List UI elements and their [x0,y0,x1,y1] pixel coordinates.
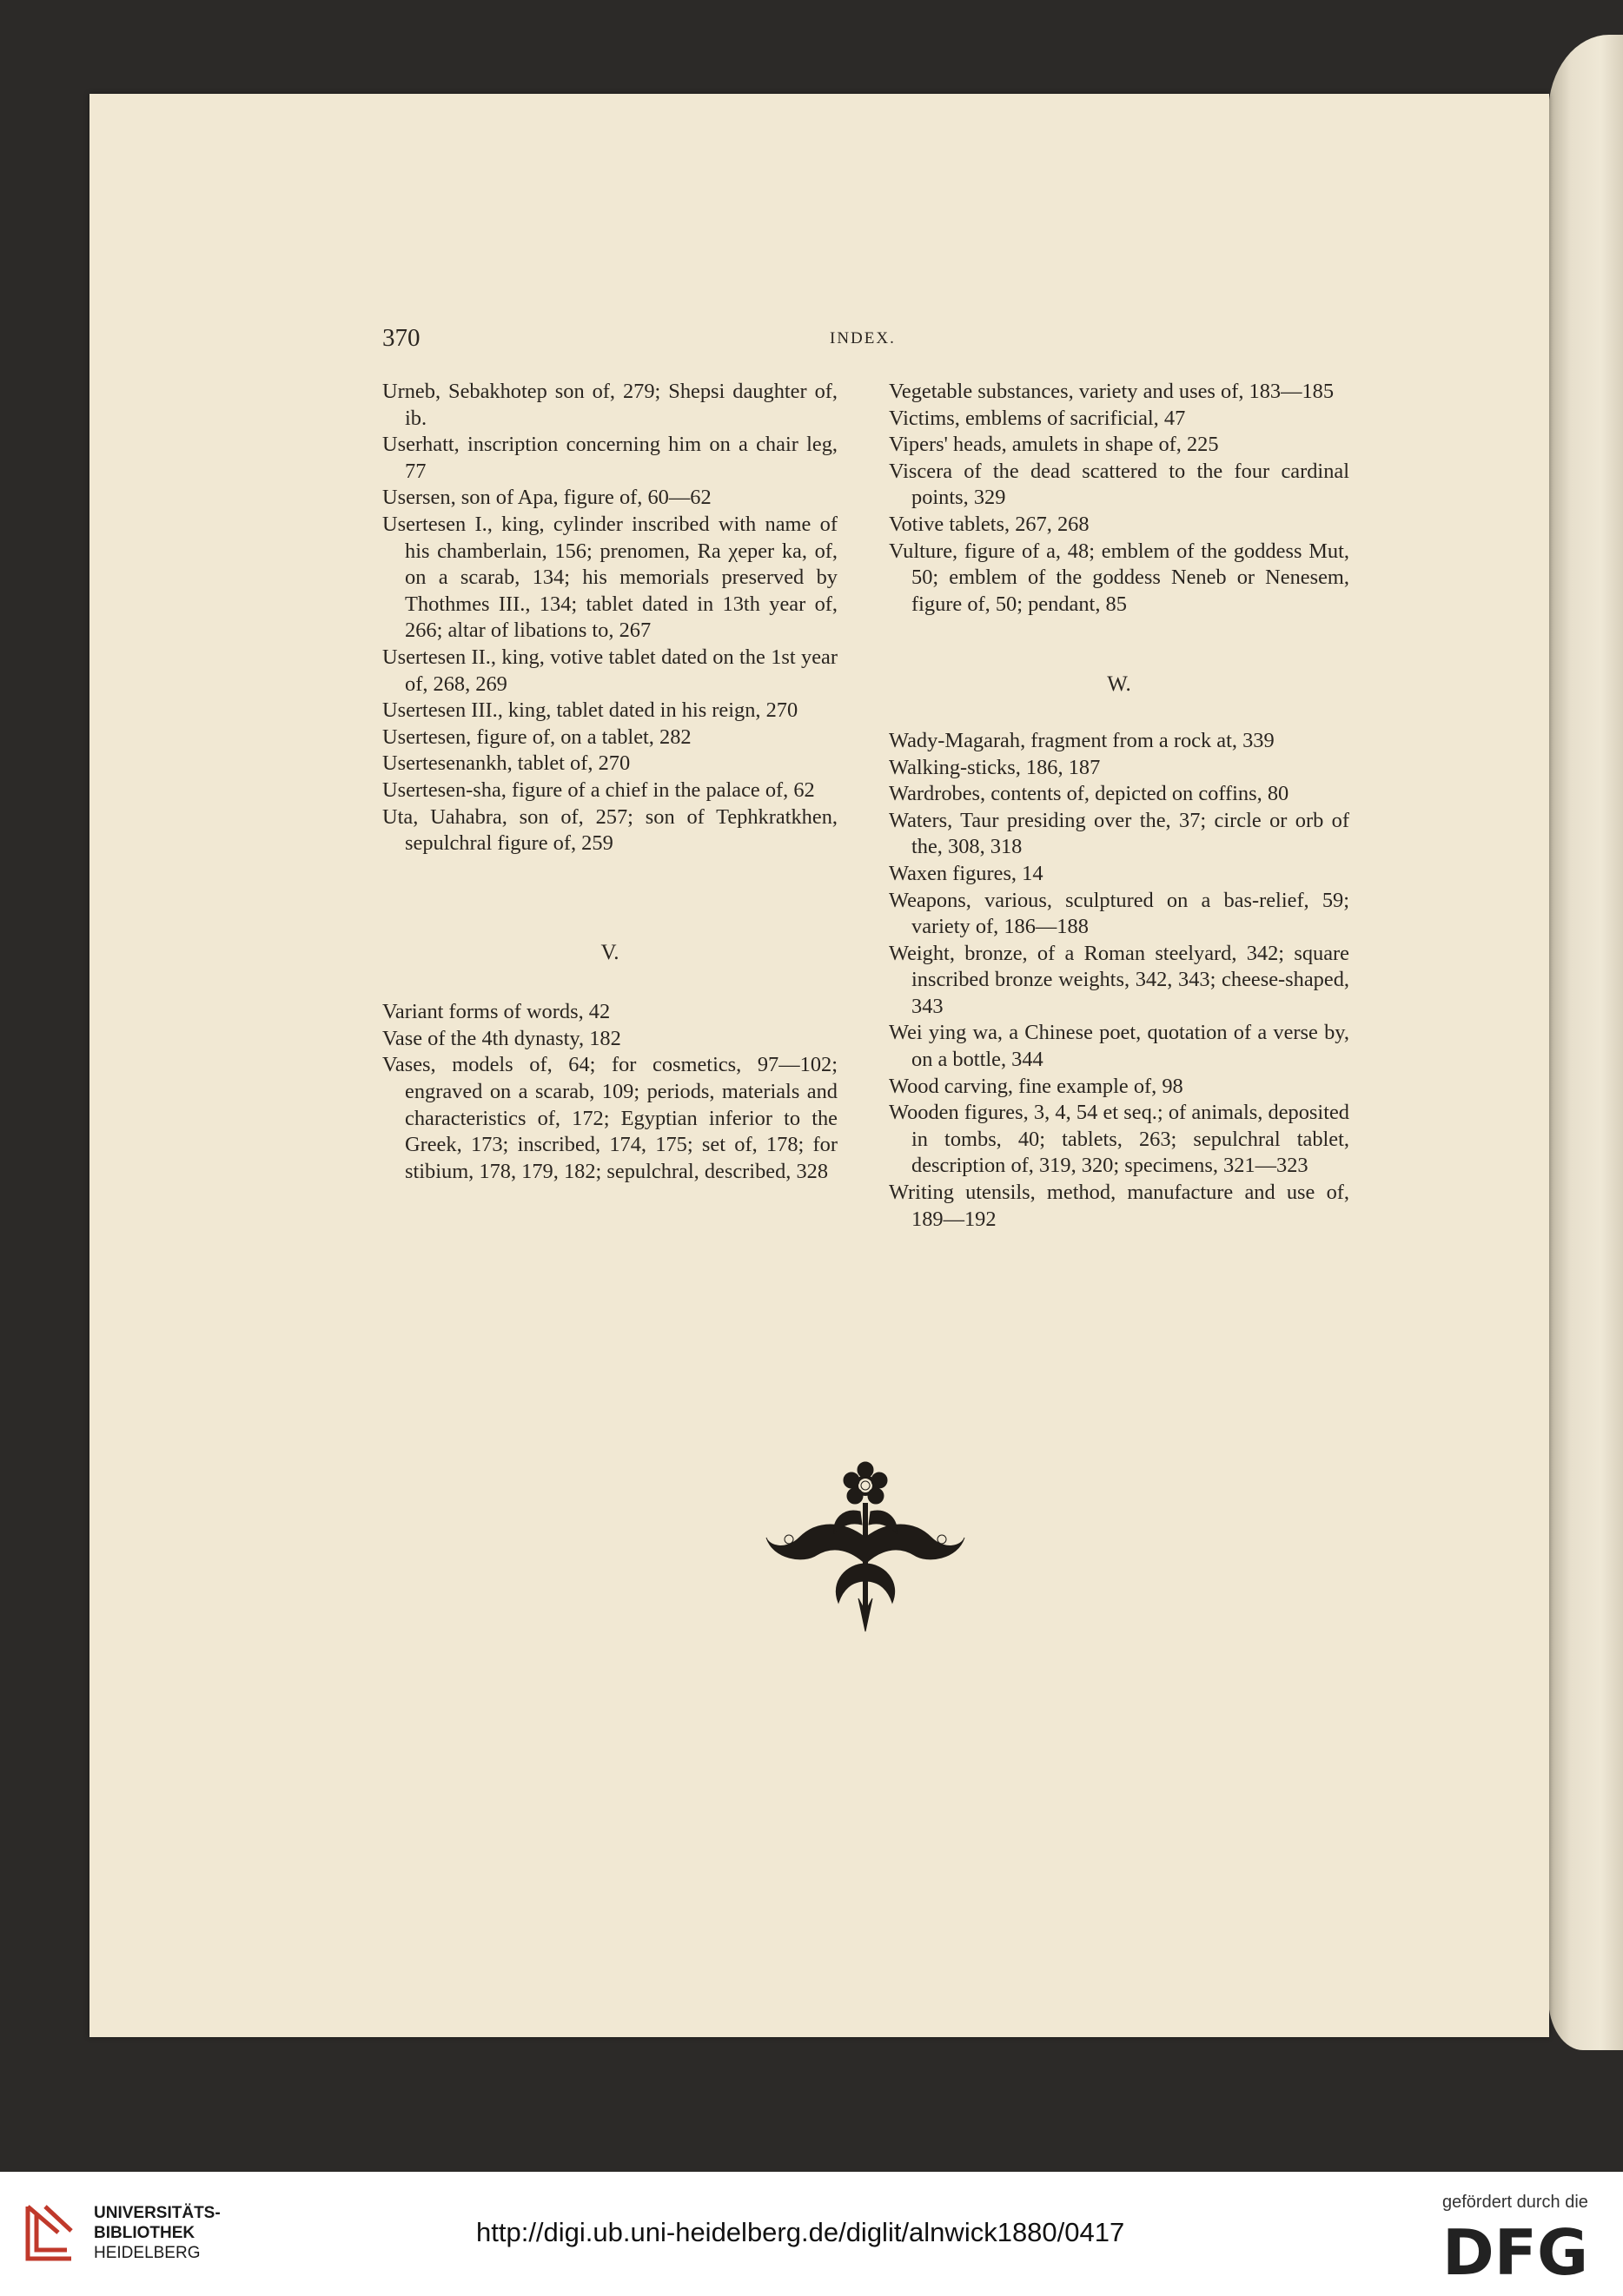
ub-heidelberg-logo-icon [19,2198,80,2267]
index-entry: Vegetable substances, variety and uses of, 183—185 [889,380,1335,403]
index-list-v-continued [889,379,1349,618]
index-entry: Wei ying wa, a Chinese poet, quotation of a verse by, on a bottle, 344 [889,1021,1349,1072]
index-list-v [382,999,838,1185]
index-entry: Waxen figures, 14 [889,861,1043,885]
index-entry: Viscera of the dead scattered to the four cardinal points, 329 [889,459,1349,510]
index-entry: Vipers' heads, amulets in shape of, 225 [889,433,1219,457]
permalink-url[interactable]: http://digi.ub.uni-heidelberg.de/diglit/alnwick1880/0417 [476,2217,1125,2247]
index-entry: Vulture, figure of a, 48; emblem of the goddess Mut, 50; emblem of the goddess Neneb or Nenesem, figure of, 50; pendant, 85 [889,539,1349,616]
index-entry: Usertesen II., king, votive tablet dated on the 1st year of, 268, 269 [382,645,838,696]
index-entry: Weapons, various, sculptured on a bas-relief, 59; variety of, 186—188 [889,888,1349,939]
index-entry: Userhatt, inscription concerning him on a chair leg, 77 [382,433,838,483]
index-entry: Wardrobes, contents of, depicted on coffins, 80 [889,782,1289,806]
index-entry: Wood carving, fine example of, 98 [889,1074,1183,1098]
dfg-logo-text: DFG [1442,2220,1589,2281]
dfg-logo-icon [1442,2220,1599,2281]
section-heading-v: V. [600,940,619,964]
index-entry: Usertesen-sha, figure of a chief in the palace of, 62 [382,777,815,802]
index-entry: Writing utensils, method, manufacture and use of, 189—192 [889,1181,1349,1231]
index-column-left [382,379,838,1185]
index-entry: Walking-sticks, 186, 187 [889,755,1101,779]
digitization-footer [0,2172,1623,2296]
index-list-w [889,728,1349,1233]
page-header [382,324,904,359]
library-name: UNIVERSITÄTS- BIBLIOTHEK HEIDELBERG [94,2204,221,2262]
index-entry: Usersen, son of Apa, figure of, 60—62 [382,486,712,510]
index-entry: Usertesen III., king, tablet dated in his reign, 270 [382,698,798,723]
index-entry: Usertesen I., king, cylinder inscribed with name of his chamberlain, 156; prenomen, Ra χeper ka, of, on a scarab, 134; his memorials preserved by Thothmes III., 134; tablet dated in 13th year of, 266; altar of libations to, 267 [382,512,838,643]
index-entry: Variant forms of words, 42 [382,1000,611,1024]
funded-by-label: gefördert durch die [1442,2193,1588,2212]
index-entry: Weight, bronze, of a Roman steelyard, 342; square inscribed bronze weights, 342, 343; cheese-shaped, 343 [889,941,1349,1018]
adjacent-page-edge [1548,35,1623,2050]
index-entry: Waters, Taur presiding over the, 37; circle or orb of the, 308, 318 [889,808,1349,859]
floral-ornament-icon [765,1459,966,1633]
index-list-u [382,379,838,857]
index-entry: Victims, emblems of sacrificial, 47 [889,406,1186,430]
index-entry: Votive tablets, 267, 268 [889,512,1090,536]
section-heading-w: W. [1107,672,1131,697]
running-title: INDEX. [830,329,896,347]
index-entry: Urneb, Sebakhotep son of, 279; Shepsi daughter of, ib. [382,380,838,430]
page-number: 370 [382,324,421,352]
index-entry: Usertesenankh, tablet of, 270 [382,751,631,776]
index-entry: Vases, models of, 64; for cosmetics, 97—102; engraved on a scarab, 109; periods, materials and characteristics of, 172; Egyptian inferior to the Greek, 173; inscribed, 174, 175; set of, 178; for stibium, 178, 179, 182; sepulchral, described, 328 [382,1053,838,1183]
index-column-right [889,379,1349,1233]
index-entry: Wooden figures, 3, 4, 54 et seq.; of animals, deposited in tombs, 40; tablets, 263; sepulchral tablet, description of, 319, 320; specimens, 321—323 [889,1101,1349,1178]
index-entry: Usertesen, figure of, on a tablet, 282 [382,725,692,749]
index-entry: Uta, Uahabra, son of, 257; son of Tephkratkhen, sepulchral figure of, 259 [382,804,838,856]
index-entry: Wady-Magarah, fragment from a rock at, 339 [889,728,1275,752]
index-entry: Vase of the 4th dynasty, 182 [382,1026,621,1050]
